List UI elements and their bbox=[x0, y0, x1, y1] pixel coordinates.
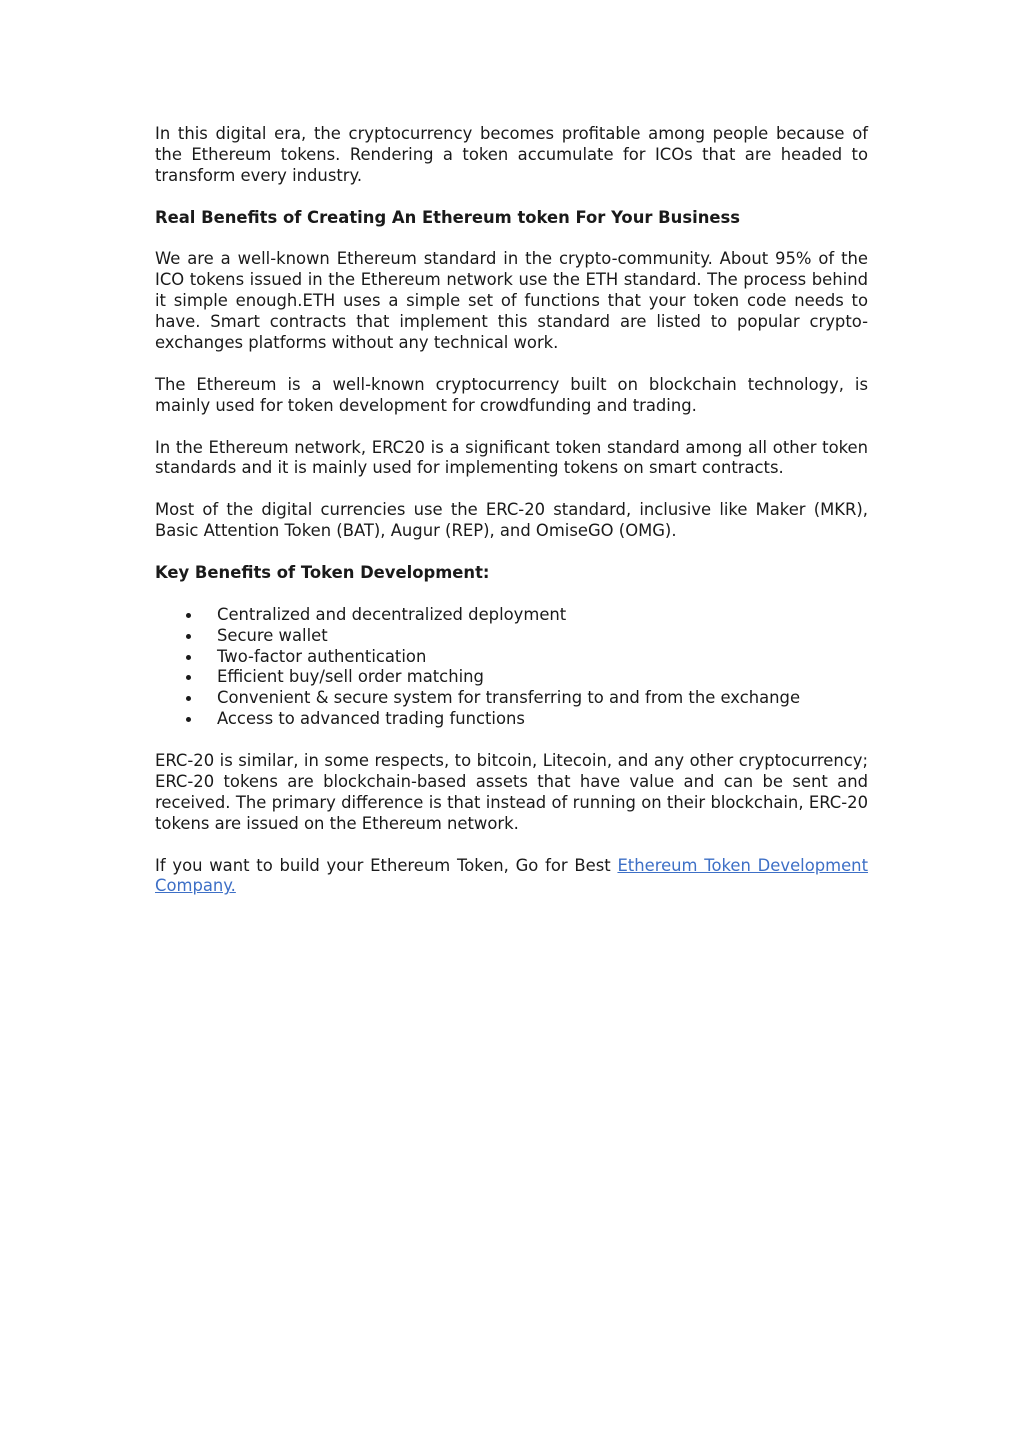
list-item bbox=[155, 709, 868, 730]
key-benefits-list bbox=[155, 605, 868, 730]
list-item bbox=[155, 688, 868, 709]
bullet-icon bbox=[186, 717, 191, 722]
ethereum-paragraph: The Ethereum is a well-known cryptocurrency built on blockchain technology, is mainly used for token development for crowdfunding and trading. bbox=[155, 374, 868, 415]
bullet-icon bbox=[186, 675, 191, 680]
list-item bbox=[155, 626, 868, 647]
document-page bbox=[155, 124, 868, 918]
standard-paragraph: We are a well-known Ethereum standard in the crypto-community. About 95% of the ICO tokens issued in the Ethereum network use the ETH standard. The process behind it simple enough.ETH uses a simple set of functions that your token code needs to have. Smart contracts that implement this standard are listed to popular crypto-exchanges platforms without any technical work. bbox=[155, 249, 868, 353]
list-item-label: Two-factor authentication bbox=[217, 646, 427, 666]
list-item-label: Convenient & secure system for transferring to and from the exchange bbox=[217, 688, 801, 708]
erc20-paragraph: In the Ethereum network, ERC20 is a significant token standard among all other token standards and it is mainly used for implementing tokens on smart contracts. bbox=[155, 437, 868, 478]
heading-real-benefits: Real Benefits of Creating An Ethereum token For Your Business bbox=[155, 207, 740, 227]
cta-paragraph bbox=[155, 856, 868, 898]
list-item bbox=[155, 605, 868, 626]
intro-paragraph: In this digital era, the cryptocurrency becomes profitable among people because of the Ethereum tokens. Rendering a token accumulate for ICOs that are headed to transform every industry. bbox=[155, 124, 868, 185]
bullet-icon bbox=[186, 613, 191, 618]
similar-paragraph: ERC-20 is similar, in some respects, to bitcoin, Litecoin, and any other cryptocurrency; ERC-20 tokens are blockchain-based assets that have value and can be sent and received. The primary difference is that instead of running on their blockchain, ERC-20 tokens are issued on the Ethereum network. bbox=[155, 751, 868, 833]
heading-key-benefits: Key Benefits of Token Development: bbox=[155, 562, 490, 582]
list-item-label: Centralized and decentralized deployment bbox=[217, 604, 567, 624]
list-item-label: Access to advanced trading functions bbox=[217, 709, 525, 729]
list-item-label: Secure wallet bbox=[217, 625, 328, 645]
ethereum-token-company-link[interactable]: Ethereum Token Development Company. bbox=[155, 855, 869, 896]
list-item-label: Efficient buy/sell order matching bbox=[217, 667, 484, 687]
list-item bbox=[155, 667, 868, 688]
bullet-icon bbox=[186, 696, 191, 701]
cta-text: If you want to build your Ethereum Token, Go for Best bbox=[155, 855, 618, 875]
currencies-paragraph: Most of the digital currencies use the ERC-20 standard, inclusive like Maker (MKR), Basic Attention Token (BAT), Augur (REP), and OmiseGO (OMG). bbox=[155, 500, 868, 541]
list-item bbox=[155, 647, 868, 668]
bullet-icon bbox=[186, 655, 191, 660]
bullet-icon bbox=[186, 634, 191, 639]
